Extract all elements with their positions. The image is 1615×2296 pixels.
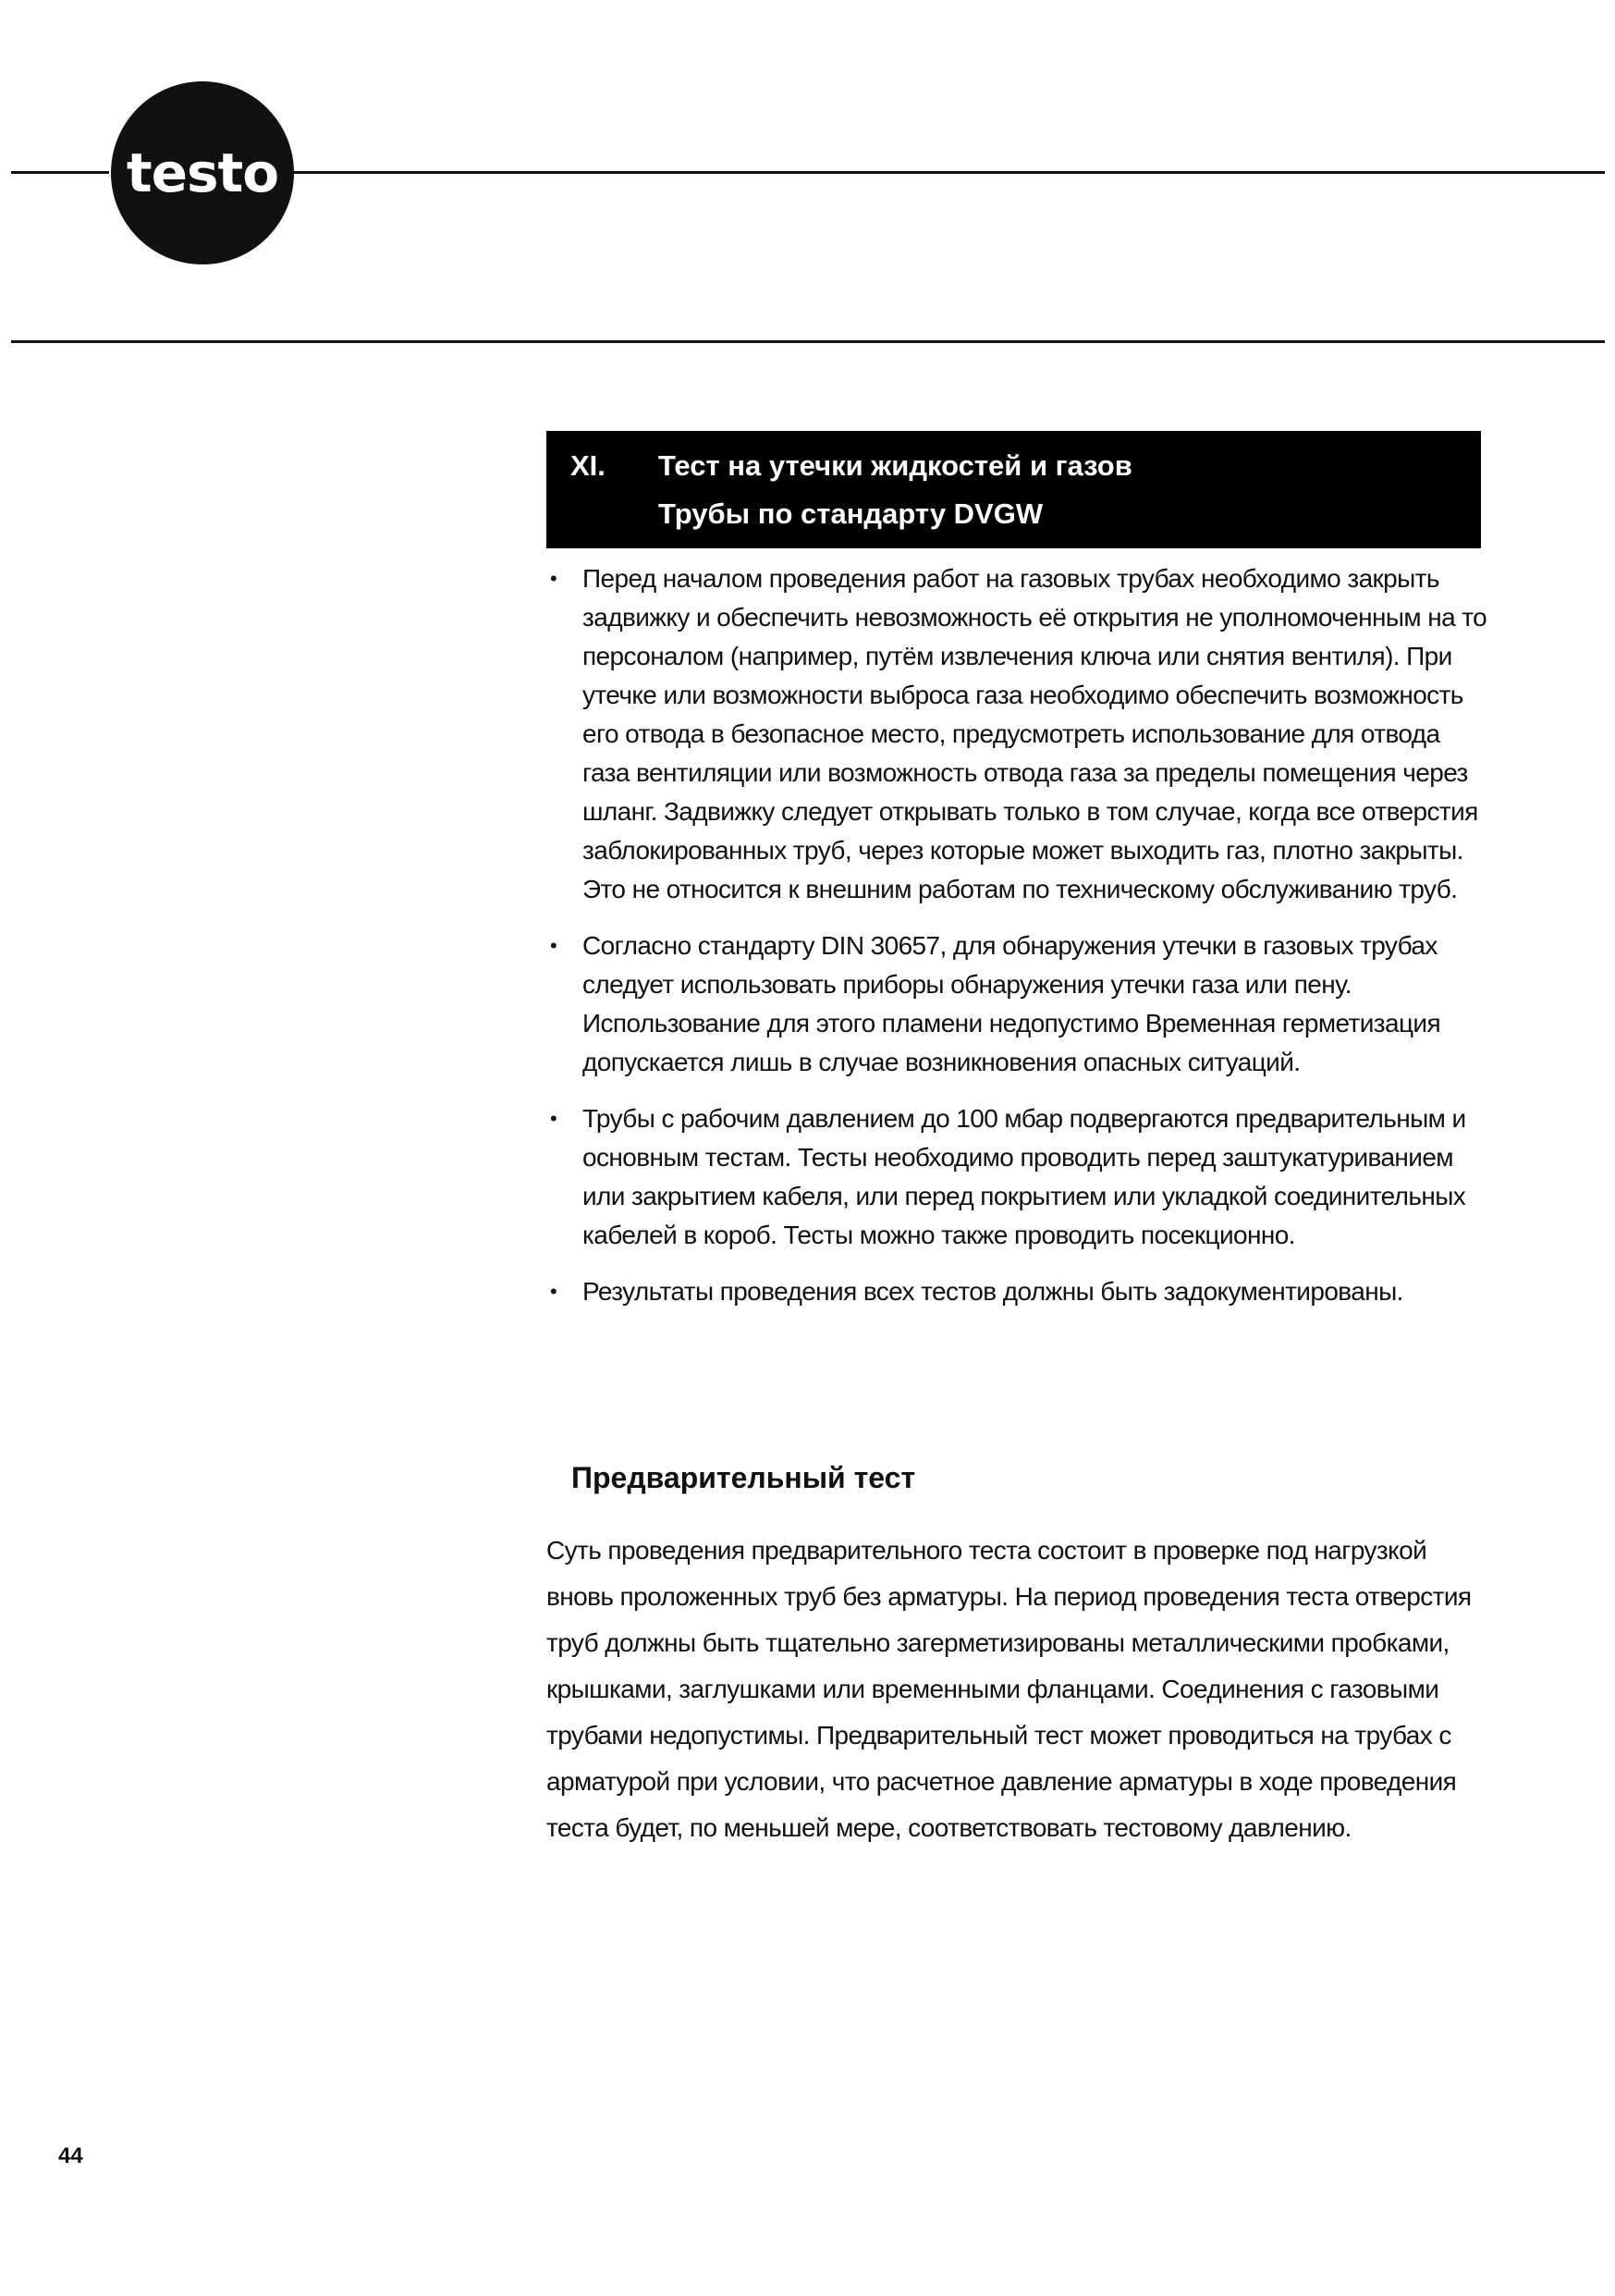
list-item: • Перед началом проведения работ на газовых трубах необходимо закрыть задвижку и обеспечить невозможность её открытия не уполномоченным на то персоналом (например, путём извлечения ключа или снятия вентиля). При утечке или возможности выброса газа необходимо обеспечить возможность его отвода в безопасное место, предусмотреть использование для отвода газа вентиляции или возможность отвода газа за пределы помещения через шланг. Задвижку следует открывать только в том случае, когда все отверстия заблокированных труб, через которые может выходить газ, плотно закрыты. Это не относится к внешним работам по техническому обслуживанию труб. [546,559,1489,909]
chapter-number: XI. [570,449,606,482]
list-item: • Трубы с рабочим давлением до 100 мбар подвергаются предварительным и основным тестам. Тесты необходимо проводить перед заштукатуриванием или закрытием кабеля, или перед покрытием или укладкой соединительных кабелей в короб. Тесты можно также проводить посекционно. [546,1099,1489,1255]
top-rule-right [292,171,1605,174]
section-paragraph: Суть проведения предварительного теста состоит в проверке под нагрузкой вновь проложенных труб без арматуры. На период проведения теста отверстия труб должны быть тщательно загерметизированы металлическими пробками, крышками, заглушками или временными фланцами. Соединения с газовыми трубами недопустимы. Предварительный тест может проводиться на трубах с арматурой при условии, что расчетное давление арматуры в ходе проведения теста будет, по меньшей мере, соответствовать тестовому давлению. [546,1536,1472,1842]
chapter-banner [546,431,1481,548]
logo-text: testo [126,141,279,204]
page-number: 44 [58,2143,83,2168]
list-item: • Результаты проведения всех тестов должны быть задокументированы. [546,1272,1489,1311]
chapter-title: Тест на утечки жидкостей и газов [658,449,1132,482]
header-divider [11,340,1605,343]
testo-logo [111,81,294,264]
section-heading: Предварительный тест [571,1461,916,1494]
bullet-list [546,559,1489,1329]
top-rule-left [11,171,109,174]
chapter-subtitle: Трубы по стандарту DVGW [658,497,1044,530]
list-item: • Согласно стандарту DIN 30657, для обнаружения утечки в газовых трубах следует использовать приборы обнаружения утечки газа или пену. Использование для этого пламени недопустимо Временная герметизация допускается лишь в случае возникновения опасных ситуаций. [546,927,1489,1082]
